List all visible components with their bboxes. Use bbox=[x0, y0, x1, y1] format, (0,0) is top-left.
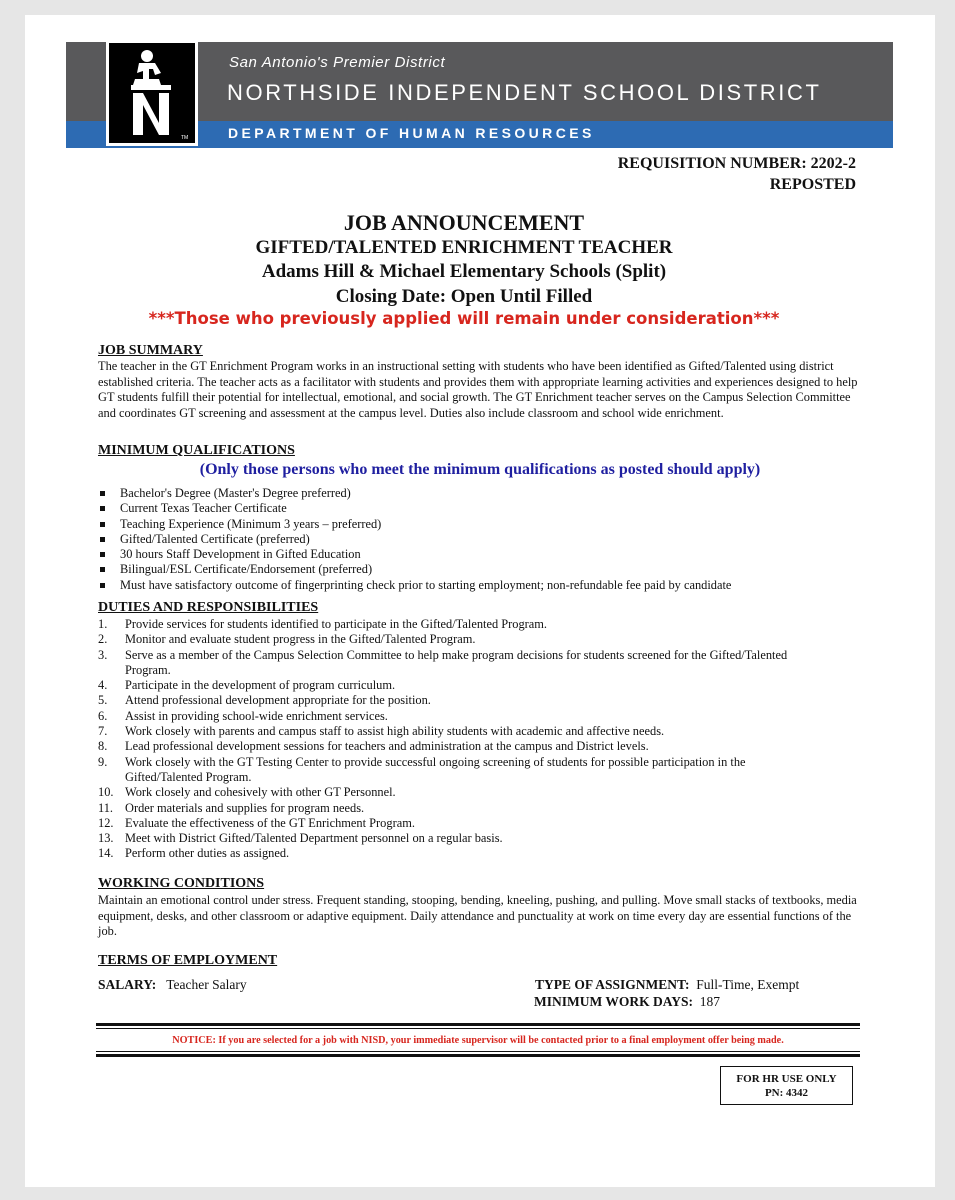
list-item bbox=[98, 562, 731, 577]
duty-text: Order materials and supplies for program needs. bbox=[125, 800, 365, 815]
bullet-square-icon bbox=[100, 567, 105, 572]
terms-heading: TERMS OF EMPLOYMENT bbox=[98, 953, 278, 968]
consideration-note: ***Those who previously applied will remain under consideration*** bbox=[148, 309, 780, 328]
salary-label: SALARY: bbox=[98, 977, 157, 992]
list-item bbox=[98, 693, 818, 708]
duty-text: Provide services for students identified to participate in the Gifted/Talented Program. bbox=[125, 617, 548, 631]
divider-rule-bottom bbox=[96, 1054, 860, 1057]
position-location: Adams Hill & Michael Elementary Schools (Split) bbox=[261, 261, 667, 282]
qualifications-list bbox=[98, 486, 731, 593]
bullet-square-icon bbox=[100, 506, 105, 511]
duty-text: Attend professional development appropriate for the position. bbox=[125, 693, 431, 708]
qualification-text: Gifted/Talented Certificate (preferred) bbox=[120, 531, 310, 546]
document-page bbox=[25, 15, 935, 1187]
duty-number: 8. bbox=[98, 739, 108, 754]
notice-text: NOTICE: If you are selected for a job with NISD, your immediate supervisor will be contacted prior to a final employment offer being made. bbox=[172, 1035, 784, 1046]
closing-date: Closing Date: Open Until Filled bbox=[335, 286, 593, 307]
duty-number: 13. bbox=[98, 831, 114, 846]
list-item bbox=[98, 486, 731, 501]
duty-text: Work closely and cohesively with other GT Personnel. bbox=[125, 785, 396, 800]
header-banner bbox=[66, 42, 893, 148]
duty-number: 11. bbox=[98, 800, 114, 815]
svg-text:TM: TM bbox=[181, 135, 189, 141]
qualification-text: 30 hours Staff Development in Gifted Education bbox=[120, 547, 361, 562]
duty-text: Assist in providing school-wide enrichment services. bbox=[125, 708, 388, 723]
divider-rule-bottom-thin bbox=[96, 1051, 860, 1052]
district-tagline: San Antonio's Premier District bbox=[229, 54, 446, 71]
assignment-value: Full-Time, Exempt bbox=[696, 977, 800, 992]
list-item bbox=[98, 617, 818, 632]
duty-text: Serve as a member of the Campus Selection Committee to help make program decisions for students screened for the Gifted/Talented Program. bbox=[125, 647, 788, 677]
list-item bbox=[98, 831, 818, 846]
divider-rule-top-thin bbox=[96, 1028, 860, 1029]
salary-value: Teacher Salary bbox=[166, 977, 247, 992]
assignment-row bbox=[535, 977, 799, 993]
duty-text: Monitor and evaluate student progress in the Gifted/Talented Program. bbox=[125, 632, 476, 647]
job-summary-heading: JOB SUMMARY bbox=[98, 343, 203, 358]
qualification-text: Must have satisfactory outcome of fingerprinting check prior to starting employment; non-refundable fee paid by candidate bbox=[120, 577, 732, 592]
bullet-square-icon bbox=[100, 491, 105, 496]
nisd-logo-icon bbox=[106, 40, 198, 146]
qualification-text: Teaching Experience (Minimum 3 years – preferred) bbox=[120, 516, 382, 531]
duty-text: Participate in the development of program curriculum. bbox=[125, 678, 396, 693]
duty-number: 1. bbox=[98, 617, 108, 631]
duty-number: 4. bbox=[98, 678, 108, 693]
requisition-number: REQUISITION NUMBER: 2202-2 bbox=[617, 155, 856, 172]
workdays-label: MINIMUM WORK DAYS: bbox=[534, 994, 694, 1009]
duty-number: 9. bbox=[98, 754, 108, 769]
list-item bbox=[98, 678, 818, 693]
qualification-text: Bilingual/ESL Certificate/Endorsement (preferred) bbox=[120, 562, 373, 577]
position-title: GIFTED/TALENTED ENRICHMENT TEACHER bbox=[255, 237, 673, 258]
workdays-value: 187 bbox=[699, 994, 721, 1009]
duties-heading: DUTIES AND RESPONSIBILITIES bbox=[98, 600, 319, 615]
list-item bbox=[98, 785, 818, 800]
duty-text: Evaluate the effectiveness of the GT Enrichment Program. bbox=[125, 815, 415, 830]
list-item bbox=[98, 724, 818, 739]
duty-number: 7. bbox=[98, 724, 108, 739]
duty-number: 10. bbox=[98, 785, 114, 800]
duty-number: 2. bbox=[98, 632, 108, 647]
list-item bbox=[98, 801, 818, 816]
job-summary-text: The teacher in the GT Enrichment Program works in an instructional setting with students who have been identified as Gifted/Talented using district established criteria. The teacher acts as a facilitator with students and provides them with appropriate learning activities and experiences designed to help GT students fulfill their potential for intellectual, emotional, and social growth. The GT Enrichment teacher serves on the Campus Selection Committee and coordinates GT screening and assessment at the campus level. Duties also include classroom and school wide enrichment. bbox=[98, 359, 858, 420]
duty-number: 6. bbox=[98, 708, 108, 723]
assignment-label: TYPE OF ASSIGNMENT: bbox=[535, 977, 690, 992]
bullet-square-icon bbox=[100, 583, 105, 588]
qualifications-heading: MINIMUM QUALIFICATIONS bbox=[98, 443, 295, 458]
list-item bbox=[98, 547, 731, 562]
qualification-text: Bachelor's Degree (Master's Degree preferred) bbox=[120, 486, 351, 500]
list-item bbox=[98, 578, 731, 593]
list-item bbox=[98, 846, 818, 861]
bullet-square-icon bbox=[100, 522, 105, 527]
list-item bbox=[98, 755, 818, 786]
working-conditions-text: Maintain an emotional control under stress. Frequent standing, stooping, bending, kneeling, pushing, and pulling. Move small stacks of textbooks, media equipment, desks, and other classroom or adaptive equipment. Daily attendance and punctuality at work on time every day are essential functions of the job. bbox=[98, 893, 857, 939]
requisition-status: REPOSTED bbox=[769, 176, 856, 193]
duty-text: Perform other duties as assigned. bbox=[125, 846, 290, 861]
list-item bbox=[98, 739, 818, 754]
qualifications-subheading: (Only those persons who meet the minimum qualifications as posted should apply) bbox=[199, 461, 761, 478]
workdays-row bbox=[534, 994, 720, 1010]
list-item bbox=[98, 648, 818, 679]
divider-rule-top bbox=[96, 1023, 860, 1026]
list-item bbox=[98, 532, 731, 547]
duty-text: Work closely with the GT Testing Center to provide successful ongoing screening of students for possible participation in the Gifted/Talented Program. bbox=[125, 754, 746, 784]
duty-text: Meet with District Gifted/Talented Department personnel on a regular basis. bbox=[125, 831, 503, 846]
bullet-square-icon bbox=[100, 537, 105, 542]
list-item bbox=[98, 709, 818, 724]
department-name: DEPARTMENT OF HUMAN RESOURCES bbox=[228, 125, 595, 141]
duty-text: Lead professional development sessions for teachers and administration at the campus and District levels. bbox=[125, 739, 649, 754]
salary-row bbox=[98, 977, 247, 993]
duty-text: Work closely with parents and campus staff to assist high ability students with academic and affective needs. bbox=[125, 724, 665, 739]
duty-number: 3. bbox=[98, 647, 108, 662]
list-item bbox=[98, 816, 818, 831]
duty-number: 12. bbox=[98, 815, 114, 830]
bullet-square-icon bbox=[100, 552, 105, 557]
duties-list bbox=[98, 617, 818, 862]
working-conditions-heading: WORKING CONDITIONS bbox=[98, 876, 265, 891]
district-name: NORTHSIDE INDEPENDENT SCHOOL DISTRICT bbox=[227, 80, 822, 105]
list-item bbox=[98, 632, 818, 647]
qualification-text: Current Texas Teacher Certificate bbox=[120, 501, 287, 516]
announcement-title: JOB ANNOUNCEMENT bbox=[343, 210, 585, 235]
duty-number: 14. bbox=[98, 846, 114, 861]
position-number: PN: 4342 bbox=[764, 1087, 809, 1099]
list-item bbox=[98, 517, 731, 532]
list-item bbox=[98, 501, 731, 516]
hr-use-box bbox=[720, 1066, 853, 1105]
duty-number: 5. bbox=[98, 693, 108, 708]
hr-use-label: FOR HR USE ONLY bbox=[736, 1073, 837, 1085]
